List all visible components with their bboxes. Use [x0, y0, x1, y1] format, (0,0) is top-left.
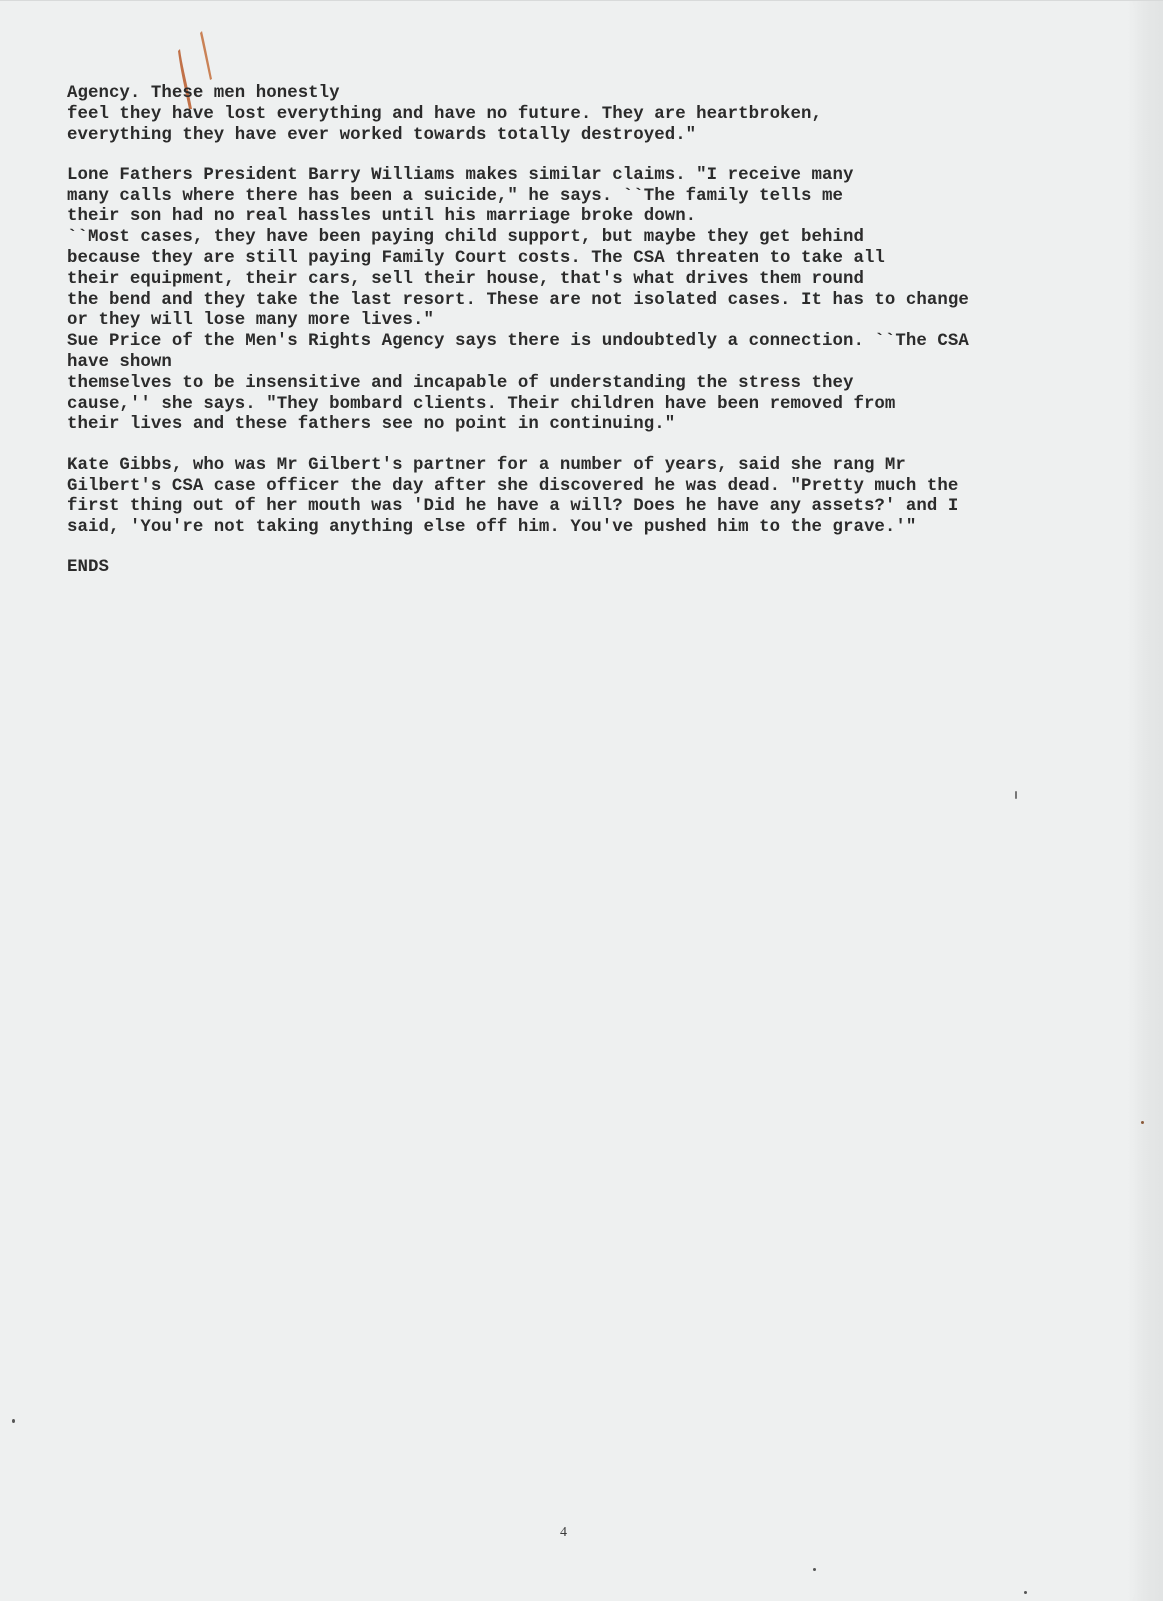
text-line: Lone Fathers President Barry Williams makes similar claims. "I receive many — [67, 165, 854, 185]
paragraph-gap — [67, 539, 1087, 559]
text-line: Gilbert's CSA case officer the day after she discovered he was dead. "Pretty much the — [67, 476, 959, 496]
text-line: said, 'You're not taking anything else off him. You've pushed him to the grave.'" — [67, 518, 917, 538]
text-line: themselves to be insensitive and incapable of understanding the stress they — [67, 373, 854, 393]
scan-speck — [813, 1568, 816, 1571]
ends-marker: ENDS — [67, 558, 109, 578]
text-line: the bend and they take the last resort. These are not isolated cases. It has to change — [67, 290, 969, 310]
paragraph-gap — [67, 146, 1087, 166]
text-line: feel they have lost everything and have no future. They are heartbroken, — [67, 104, 822, 124]
text-line: ``Most cases, they have been paying child support, but maybe they get behind — [67, 228, 864, 248]
paragraph-gap — [67, 436, 1087, 456]
document-body — [67, 84, 1087, 579]
text-line: their son had no real hassles until his marriage broke down. — [67, 207, 697, 227]
text-line: their lives and these fathers see no point in continuing." — [67, 415, 676, 435]
text-line: their equipment, their cars, sell their house, that's what drives them round — [67, 269, 864, 289]
scan-shadow-edge — [1127, 1, 1163, 1601]
text-line: everything they have ever worked towards totally destroyed." — [67, 125, 697, 145]
scan-speck — [1024, 1591, 1027, 1594]
text-line: first thing out of her mouth was 'Did he have a will? Does he have any assets?' and I — [67, 497, 959, 517]
text-line: or they will lose many more lives." — [67, 311, 435, 331]
text-line: because they are still paying Family Court costs. The CSA threaten to take all — [67, 249, 885, 269]
scan-speck — [12, 1419, 15, 1423]
text-line: have shown — [67, 353, 172, 373]
scan-speck — [1015, 791, 1017, 799]
text-line: many calls where there has been a suicide," he says. ``The family tells me — [67, 186, 843, 206]
paragraph — [67, 456, 1087, 539]
paragraph — [67, 166, 1087, 436]
paragraph — [67, 84, 1087, 146]
text-line: cause,'' she says. "They bombard clients. Their children have been removed from — [67, 394, 896, 414]
text-line: Sue Price of the Men's Rights Agency says there is undoubtedly a connection. ``The CSA — [67, 332, 969, 352]
scan-speck — [1141, 1121, 1144, 1124]
text-line: Agency. These men honestly — [67, 84, 340, 103]
text-line: Kate Gibbs, who was Mr Gilbert's partner for a number of years, said she rang Mr — [67, 455, 906, 475]
page-number: 4 — [560, 1525, 567, 1540]
